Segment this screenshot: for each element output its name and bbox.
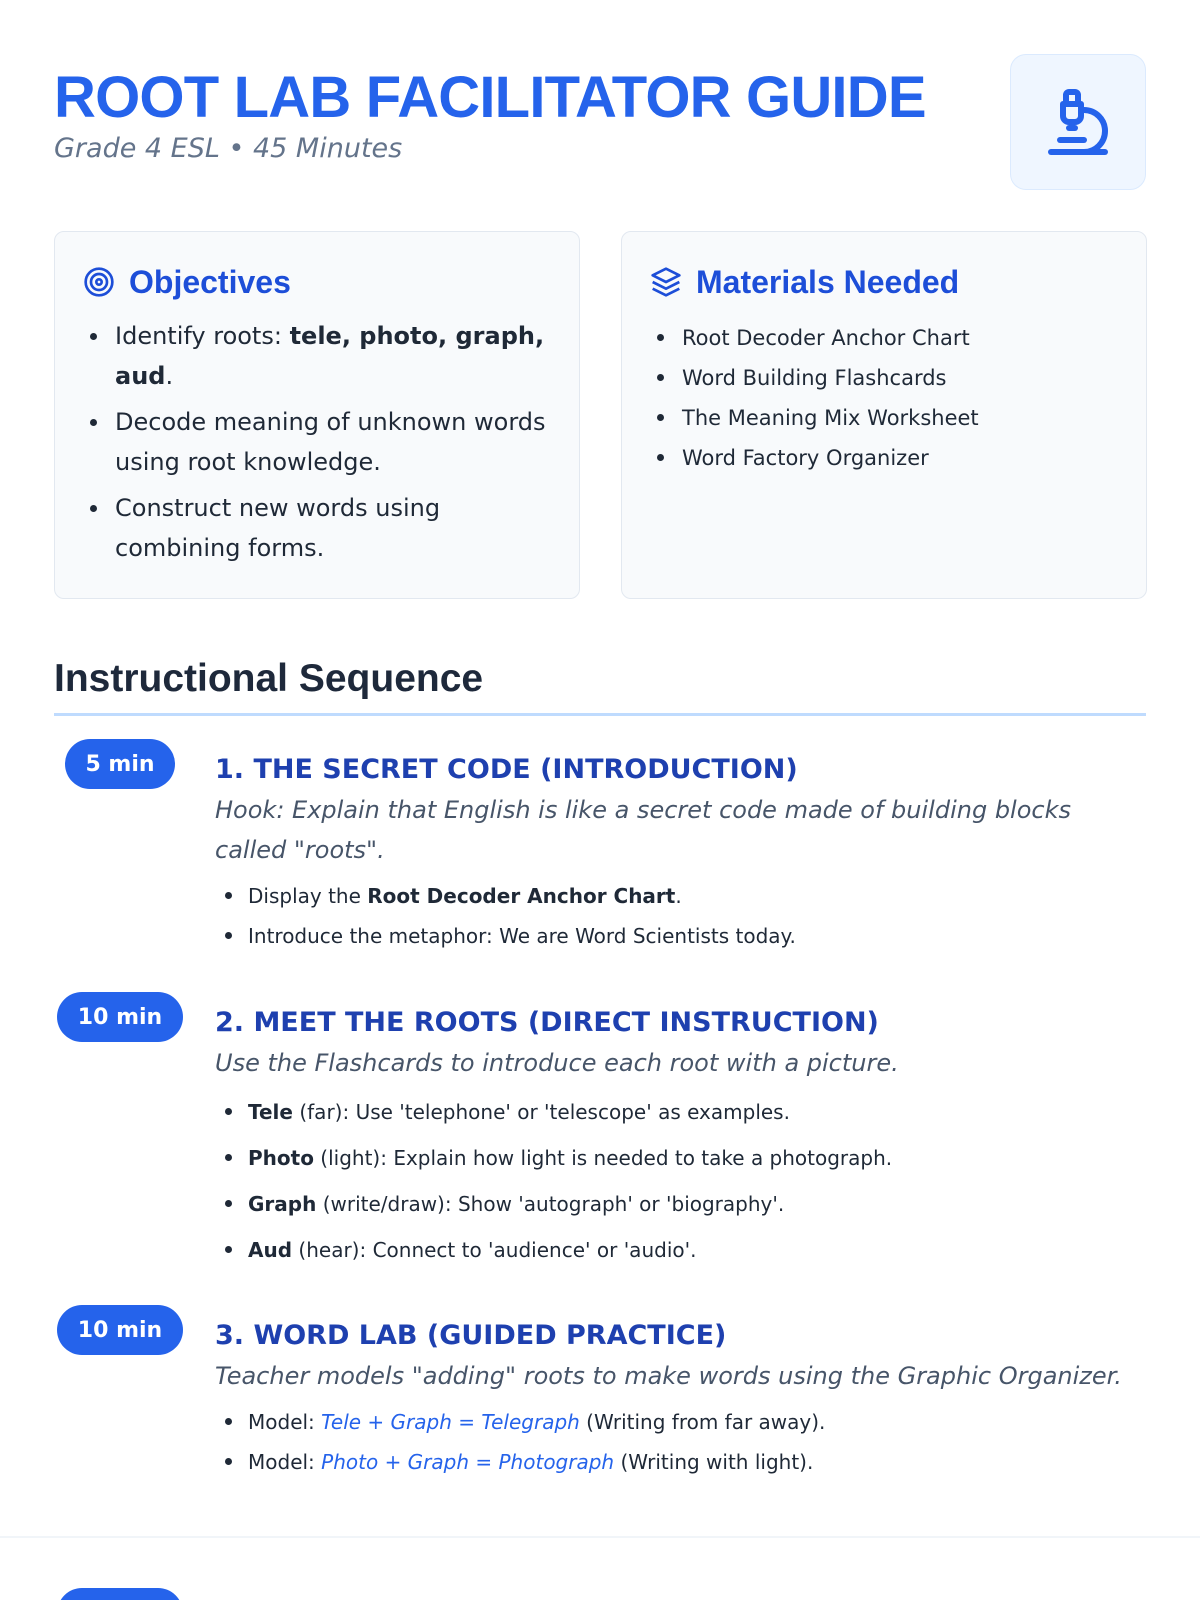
- page-title: ROOT LAB FACILITATOR GUIDE: [54, 65, 926, 130]
- objectives-title: Objectives: [129, 264, 291, 300]
- step-list: [248, 1402, 1146, 1482]
- item-text: Model:: [248, 1410, 322, 1434]
- material-item: The Meaning Mix Worksheet: [682, 398, 1122, 438]
- objectives-header: [83, 262, 291, 302]
- root-desc: (far): Use 'telephone' or 'telescope' as examples.: [292, 1100, 790, 1124]
- root-desc: (hear): Connect to 'audience' or 'audio'.: [292, 1238, 697, 1262]
- material-item: Word Building Flashcards: [682, 358, 1122, 398]
- item-text: Model:: [248, 1450, 322, 1474]
- page-divider: [0, 1536, 1200, 1538]
- root-desc: (light): Explain how light is needed to take a photograph.: [313, 1146, 893, 1170]
- root-name: Tele: [248, 1100, 293, 1124]
- step-item: [248, 1227, 1146, 1273]
- item-punct: .: [675, 884, 682, 908]
- step-title: 3. WORD LAB (GUIDED PRACTICE): [215, 1320, 727, 1351]
- step-hook: Teacher models "adding" roots to make words using the Graphic Organizer.: [215, 1362, 1122, 1390]
- step-body: [215, 1005, 1146, 1273]
- materials-title: Materials Needed: [696, 264, 960, 300]
- word-equation: Tele + Graph = Telegraph: [321, 1410, 580, 1434]
- item-material: Root Decoder Anchor Chart: [367, 884, 676, 908]
- objective-item: Construct new words using combining forms.: [115, 488, 565, 568]
- step-item: [248, 1181, 1146, 1227]
- next-step-badge: [57, 1588, 183, 1600]
- root-desc: (write/draw): Show 'autograph' or 'biography'.: [316, 1192, 785, 1216]
- root-name: Graph: [248, 1192, 317, 1216]
- microscope-icon: [1042, 86, 1114, 158]
- section-title: Instructional Sequence: [54, 657, 484, 700]
- material-item: Root Decoder Anchor Chart: [682, 318, 1122, 358]
- duration-badge: 5 min: [65, 739, 175, 789]
- materials-list: [682, 318, 1122, 478]
- page-header: [54, 66, 1146, 190]
- objective-punct: .: [165, 362, 174, 390]
- step-hook: Use the Flashcards to introduce each root with a picture.: [215, 1049, 899, 1077]
- objective-roots: tele, photo, graph, aud: [115, 322, 545, 390]
- target-icon: [83, 266, 115, 298]
- step-body: [215, 752, 1146, 956]
- duration-badge: 10 min: [57, 992, 183, 1042]
- objective-text: Identify roots:: [115, 322, 290, 350]
- item-gloss: (Writing with light).: [614, 1450, 814, 1474]
- objectives-list: [115, 316, 565, 574]
- step-item: Introduce the metaphor: We are Word Scientists today.: [248, 916, 1146, 956]
- material-item: Word Factory Organizer: [682, 438, 1122, 478]
- word-equation: Photo + Graph = Photograph: [321, 1450, 615, 1474]
- materials-header: [650, 262, 959, 302]
- duration-badge: 10 min: [57, 1305, 183, 1355]
- step-item: [248, 1402, 1146, 1442]
- materials-card: [621, 231, 1147, 599]
- step-title: 1. THE SECRET CODE (INTRODUCTION): [215, 754, 798, 785]
- page-subtitle: Grade 4 ESL • 45 Minutes: [54, 133, 403, 164]
- objective-item: Decode meaning of unknown words using root knowledge.: [115, 402, 565, 482]
- step-item: [248, 1442, 1146, 1482]
- step-list: [248, 1089, 1146, 1273]
- item-text: Display the: [248, 884, 368, 908]
- objectives-card: [54, 231, 580, 599]
- step-title: 2. MEET THE ROOTS (DIRECT INSTRUCTION): [215, 1007, 879, 1038]
- item-gloss: (Writing from far away).: [579, 1410, 826, 1434]
- root-name: Aud: [248, 1238, 293, 1262]
- logo-badge: [1010, 54, 1146, 190]
- step-item: [248, 1089, 1146, 1135]
- step-body: [215, 1318, 1146, 1482]
- section-divider: [54, 713, 1146, 716]
- objective-item: [115, 316, 565, 396]
- layers-icon: [650, 266, 682, 298]
- step-item: [248, 1135, 1146, 1181]
- root-name: Photo: [248, 1146, 314, 1170]
- step-list: [248, 876, 1146, 956]
- step-item: [248, 876, 1146, 916]
- step-hook: Hook: Explain that English is like a secret code made of building blocks called "roots".: [215, 796, 1071, 864]
